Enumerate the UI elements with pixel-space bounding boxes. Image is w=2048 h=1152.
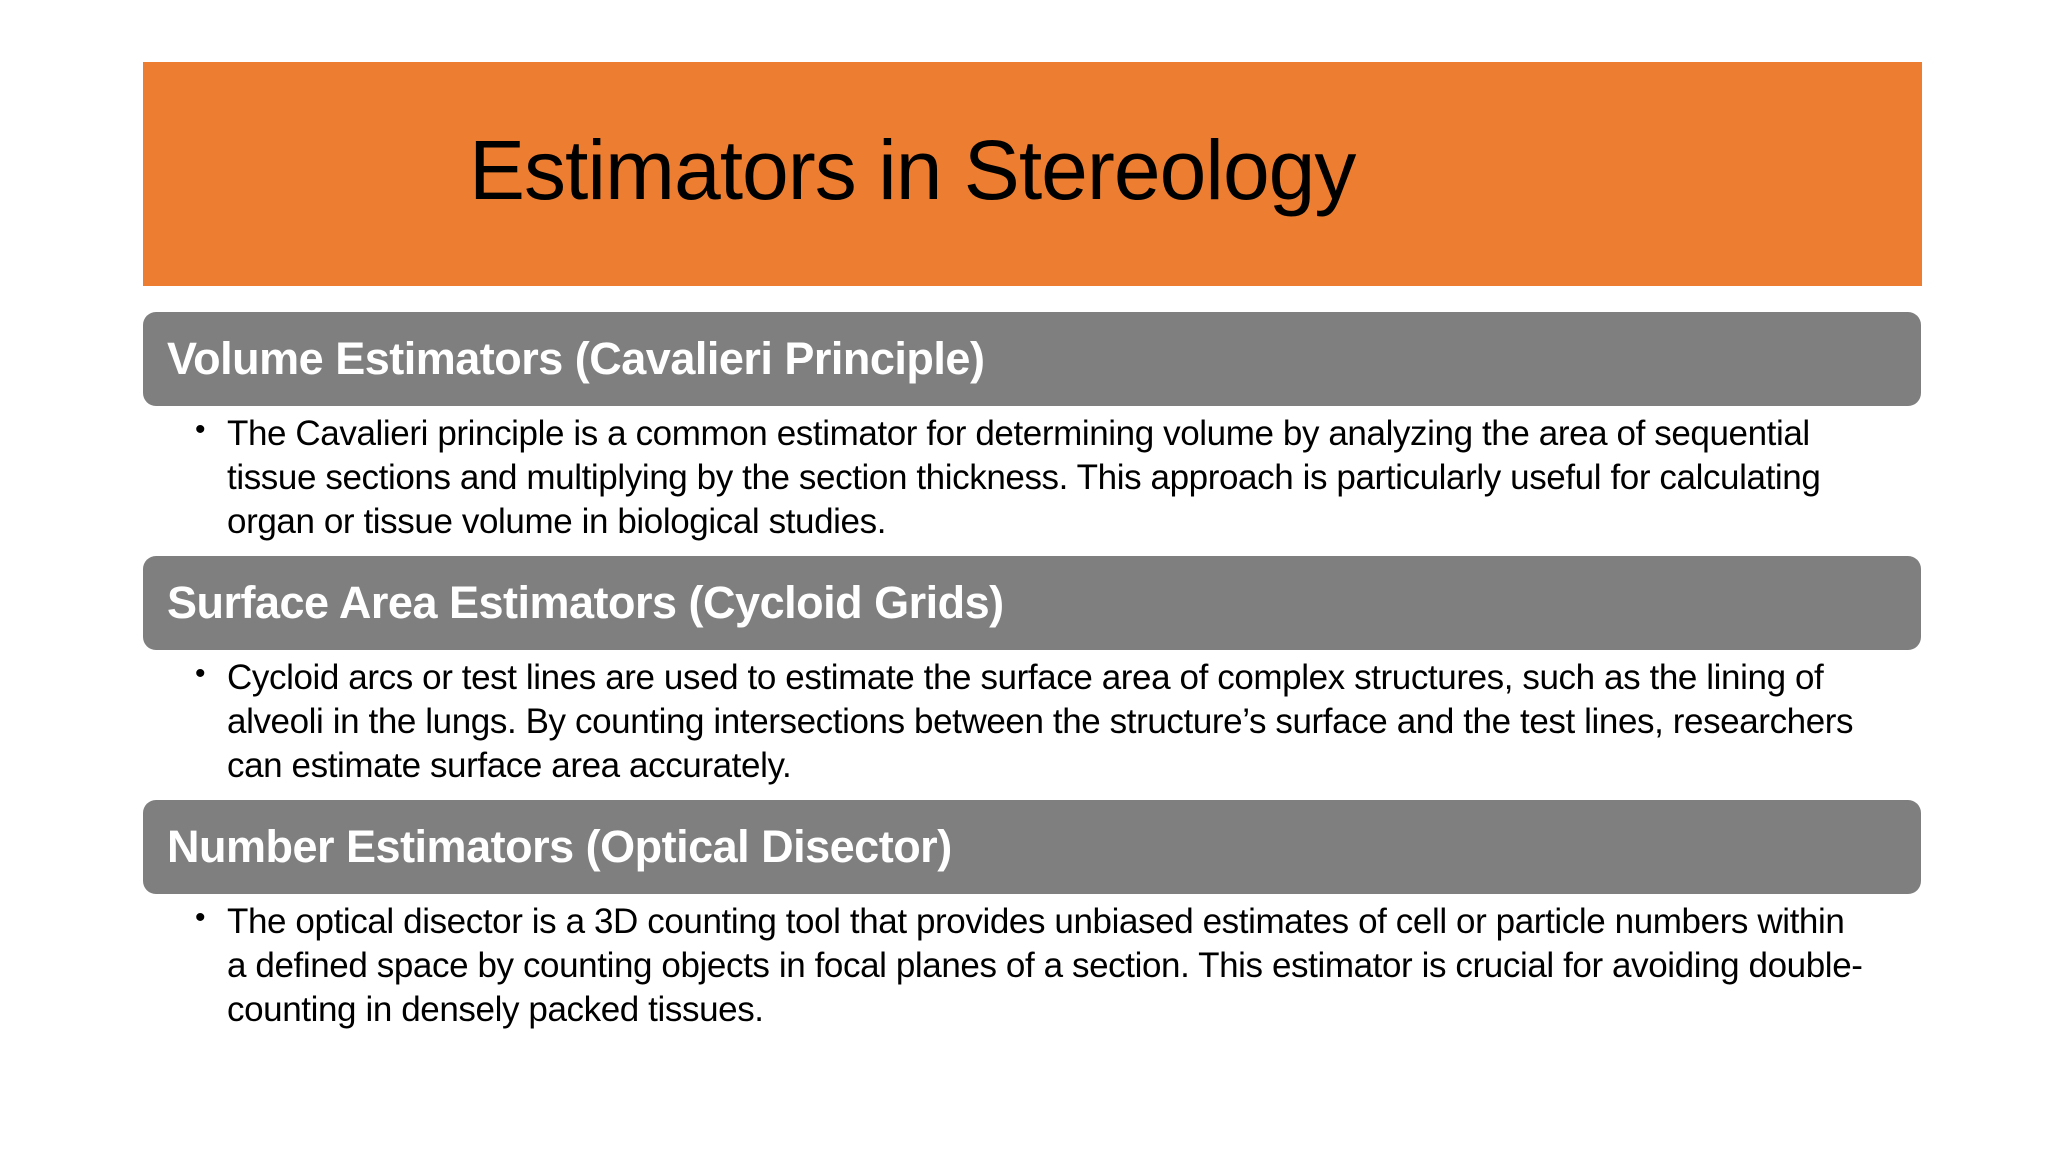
section-header-volume-estimators xyxy=(143,312,1921,406)
section-heading: Volume Estimators (Cavalieri Principle) xyxy=(167,333,985,384)
slide-title: Estimators in Stereology xyxy=(469,123,1356,217)
section-header-surface-area-estimators xyxy=(143,556,1921,650)
bullet-text: The optical disector is a 3D counting tool that provides unbiased estimates of cell or particle numbers within a defined space by counting objects in focal planes of a section. This estimator is crucial for avoiding double-counting in densely packed tissues. xyxy=(227,902,1863,1029)
bullet-item-surface-area-estimators xyxy=(195,656,1895,788)
bullet-icon: • xyxy=(195,413,206,446)
section-heading: Surface Area Estimators (Cycloid Grids) xyxy=(167,577,1004,628)
bullet-item-volume-estimators xyxy=(195,412,1895,544)
section-header-number-estimators xyxy=(143,800,1921,894)
section-heading: Number Estimators (Optical Disector) xyxy=(167,821,952,872)
bullet-icon: • xyxy=(195,657,206,690)
bullet-text: The Cavalieri principle is a common estimator for determining volume by analyzing the area of sequential tissue sections and multiplying by the section thickness. This approach is particularly useful for calculating organ or tissue volume in biological studies. xyxy=(227,414,1821,541)
title-banner xyxy=(143,62,1922,286)
bullet-text: Cycloid arcs or test lines are used to estimate the surface area of complex structures, such as the lining of alveoli in the lungs. By counting intersections between the structure’s surface and the test lines, researchers can estimate surface area accurately. xyxy=(227,658,1854,785)
bullet-item-number-estimators xyxy=(195,900,1895,1032)
bullet-icon: • xyxy=(195,901,206,934)
